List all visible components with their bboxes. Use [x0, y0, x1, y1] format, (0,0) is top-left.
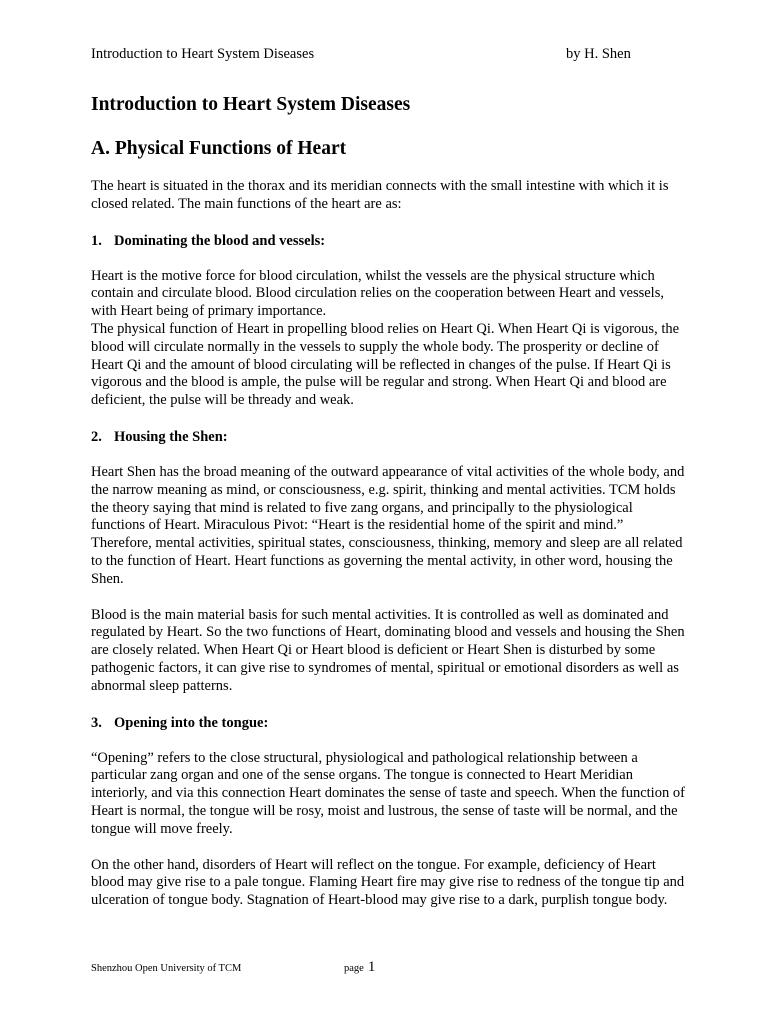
item-heading-text: Housing the Shen:	[114, 428, 228, 445]
paragraph: Heart Shen has the broad meaning of the outward appearance of vital activities of the whole body, and the narrow meaning as mind, or consciousness, e.g. spirit, thinking and mental activities. TCM holds the theory saying that mind is related to five zang organs, and principally to the physiological functions of Heart. Miraculous Pivot: “Heart is the residential home of the spirit and mind.” Therefore, mental activities, spiritual states, consciousness, thinking, memory and sleep are all related to the function of Heart. Heart functions as governing the mental activity, in other word, housing the Shen.	[91, 463, 685, 587]
item-number: 1.	[91, 232, 102, 249]
page-footer	[91, 958, 636, 978]
footer-page-indicator	[344, 958, 375, 976]
item-number: 3.	[91, 714, 102, 731]
section-title: A. Physical Functions of Heart	[91, 138, 347, 159]
item-heading-text: Dominating the blood and vessels:	[114, 232, 326, 249]
header-author: by H. Shen	[566, 46, 631, 62]
paragraph: On the other hand, disorders of Heart will reflect on the tongue. For example, deficiency of Heart blood may give rise to a pale tongue. Flaming Heart fire may give rise to redness of the tongue tip and ulceration of tongue body. Stagnation of Heart-blood may give rise to a dark, purplish tongue body.	[91, 856, 685, 909]
paragraph: “Opening” refers to the close structural, physiological and pathological relationship between a particular zang organ and one of the sense organs. The tongue is connected to Heart Meridian interiorly, and via this connection Heart dominates the sense of taste and speech. When the function of Heart is normal, the tongue will be rosy, moist and lustrous, the sense of taste will be normal, and the tongue will move freely.	[91, 749, 685, 837]
footer-page-number: 1	[367, 959, 376, 975]
footer-page-label: page	[344, 963, 364, 974]
paragraph: Heart is the motive force for blood circulation, whilst the vessels are the physical structure which contain and circulate blood. Blood circulation relies on the cooperation between Heart and vessels, with Heart being of primary importance.	[91, 267, 664, 320]
item-heading-1	[91, 232, 686, 250]
document-title: Introduction to Heart System Diseases	[91, 94, 411, 115]
item-heading-2	[91, 428, 686, 446]
document-body	[91, 93, 686, 910]
section-intro: The heart is situated in the thorax and its meridian connects with the small intestine with which it is closed related. The main functions of the heart are as:	[91, 178, 669, 212]
header-document-title: Introduction to Heart System Diseases	[91, 46, 315, 62]
paragraph: The physical function of Heart in propelling blood relies on Heart Qi. When Heart Qi is vigorous, the blood will circulate normally in the vessels to supply the whole body. The prosperity or decline of Heart Qi and the amount of blood circulating will be reflected in changes of the pulse. If Heart Qi is vigorous and the blood is ample, the pulse will be regular and strong. When Heart Qi and blood are deficient, the pulse will be thready and weak.	[91, 320, 680, 409]
paragraph: Blood is the main material basis for such mental activities. It is controlled as well as dominated and regulated by Heart. So the two functions of Heart, dominating blood and vessels and housing the Shen are closely related. When Heart Qi or Heart blood is deficient or Heart Shen is disturbed by some pathogenic factors, it can give rise to syndromes of mental, spiritual or emotional disorders as well as abnormal sleep patterns.	[91, 606, 685, 694]
item-heading-text: Opening into the tongue:	[114, 714, 269, 731]
item-number: 2.	[91, 428, 102, 445]
footer-institution: Shenzhou Open University of TCM	[91, 963, 242, 974]
item-heading-3	[91, 714, 686, 732]
